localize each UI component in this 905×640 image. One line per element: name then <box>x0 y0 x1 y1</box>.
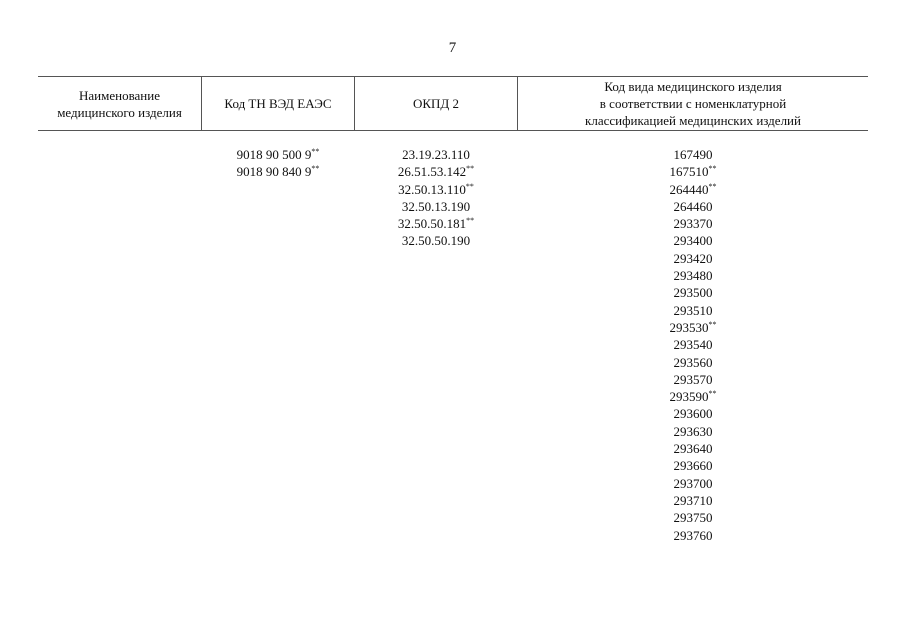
footnote-mark: ** <box>311 164 320 174</box>
nomenclature-code <box>518 267 868 284</box>
nomenclature-code-value: 293700 <box>673 475 713 491</box>
footnote-mark: ** <box>708 181 717 191</box>
header-nomenclature-line2: в соответствии с номенклатурной <box>599 96 787 111</box>
footnote-mark: ** <box>311 147 320 156</box>
footnote-mark: ** <box>708 319 717 329</box>
nomenclature-code <box>518 284 868 301</box>
nomenclature-code <box>518 371 868 388</box>
nomenclature-code-value: 293370 <box>673 216 713 232</box>
nomenclature-code-value: 293420 <box>673 250 713 266</box>
nomenclature-code <box>518 475 868 492</box>
nomenclature-code <box>518 423 868 440</box>
okpd2-code <box>355 163 517 180</box>
nomenclature-code-value: 293600 <box>673 406 713 422</box>
nomenclature-code <box>518 232 868 249</box>
page-number: 7 <box>448 40 457 56</box>
nomenclature-code-value: 293760 <box>673 527 713 543</box>
nomenclature-code <box>518 405 868 422</box>
nomenclature-code-value: 293660 <box>673 458 713 474</box>
footnote-mark: ** <box>466 216 475 226</box>
table-header <box>38 76 868 131</box>
okpd2-code-list <box>355 146 517 250</box>
okpd2-code <box>355 215 517 232</box>
nomenclature-code-value: 167510 <box>669 164 709 180</box>
header-nomenclature-line3: классификацией медицинских изделий <box>585 113 801 128</box>
footnote-mark: ** <box>466 164 475 174</box>
nomenclature-code-value: 167490 <box>673 147 713 162</box>
header-tn-ved <box>202 77 355 130</box>
nomenclature-code <box>518 354 868 371</box>
nomenclature-code <box>518 509 868 526</box>
nomenclature-code <box>518 198 868 215</box>
header-okpd2 <box>355 77 518 130</box>
footnote-mark: ** <box>465 181 474 191</box>
nomenclature-code-value: 293640 <box>673 441 713 457</box>
okpd2-code-value: 32.50.50.190 <box>401 233 471 249</box>
nomenclature-code-value: 264440 <box>669 181 709 197</box>
nomenclature-code <box>518 527 868 544</box>
nomenclature-code-list <box>518 146 868 544</box>
okpd2-code <box>355 181 517 198</box>
nomenclature-code <box>518 250 868 267</box>
nomenclature-code <box>518 319 868 336</box>
nomenclature-code-value: 293570 <box>673 371 713 387</box>
footnote-mark: ** <box>708 164 717 174</box>
okpd2-code-value: 32.50.13.110 <box>398 181 466 197</box>
header-nomenclature-line1: Код вида медицинского изделия <box>604 79 782 94</box>
nomenclature-code-value: 264460 <box>673 198 713 214</box>
header-tn-ved-label: Код ТН ВЭД ЕАЭС <box>224 96 332 111</box>
nomenclature-code <box>518 302 868 319</box>
nomenclature-code-value: 293710 <box>673 492 713 508</box>
nomenclature-code-value: 293500 <box>673 285 713 301</box>
okpd2-code <box>355 198 517 215</box>
tn-ved-code <box>202 163 354 180</box>
header-nomenclature-code <box>518 77 868 130</box>
tn-ved-code <box>202 146 354 163</box>
header-okpd2-label: ОКПД 2 <box>412 96 460 111</box>
nomenclature-code-value: 293540 <box>673 337 713 353</box>
nomenclature-code <box>518 492 868 509</box>
nomenclature-code <box>518 181 868 198</box>
nomenclature-code <box>518 146 868 163</box>
tn-ved-code-value: 9018 90 500 9 <box>236 147 312 162</box>
header-device-name-line1: Наименование <box>79 87 160 103</box>
nomenclature-code-value: 293480 <box>673 268 713 284</box>
tn-ved-code-list <box>202 146 354 181</box>
nomenclature-code-value: 293400 <box>673 233 713 249</box>
okpd2-code-value: 26.51.53.142 <box>397 164 467 180</box>
nomenclature-code-value: 293530 <box>669 319 709 335</box>
okpd2-code <box>355 232 517 249</box>
nomenclature-code-value: 293560 <box>673 354 713 370</box>
nomenclature-code-value: 293510 <box>673 302 713 318</box>
footnote-mark: ** <box>708 389 717 399</box>
okpd2-code-value: 23.19.23.110 <box>402 147 470 162</box>
nomenclature-code <box>518 388 868 405</box>
header-device-name <box>38 77 202 130</box>
nomenclature-code <box>518 215 868 232</box>
nomenclature-code <box>518 336 868 353</box>
nomenclature-code-value: 293750 <box>673 510 713 526</box>
nomenclature-code <box>518 457 868 474</box>
header-device-name-line2: медицинского изделия <box>57 104 182 120</box>
tn-ved-code-value: 9018 90 840 9 <box>236 164 312 180</box>
nomenclature-code-value: 293590 <box>669 389 709 405</box>
nomenclature-code <box>518 440 868 457</box>
okpd2-code <box>355 146 517 163</box>
nomenclature-code <box>518 163 868 180</box>
nomenclature-code-value: 293630 <box>673 423 713 439</box>
okpd2-code-value: 32.50.50.181 <box>397 216 467 232</box>
okpd2-code-value: 32.50.13.190 <box>401 198 471 214</box>
